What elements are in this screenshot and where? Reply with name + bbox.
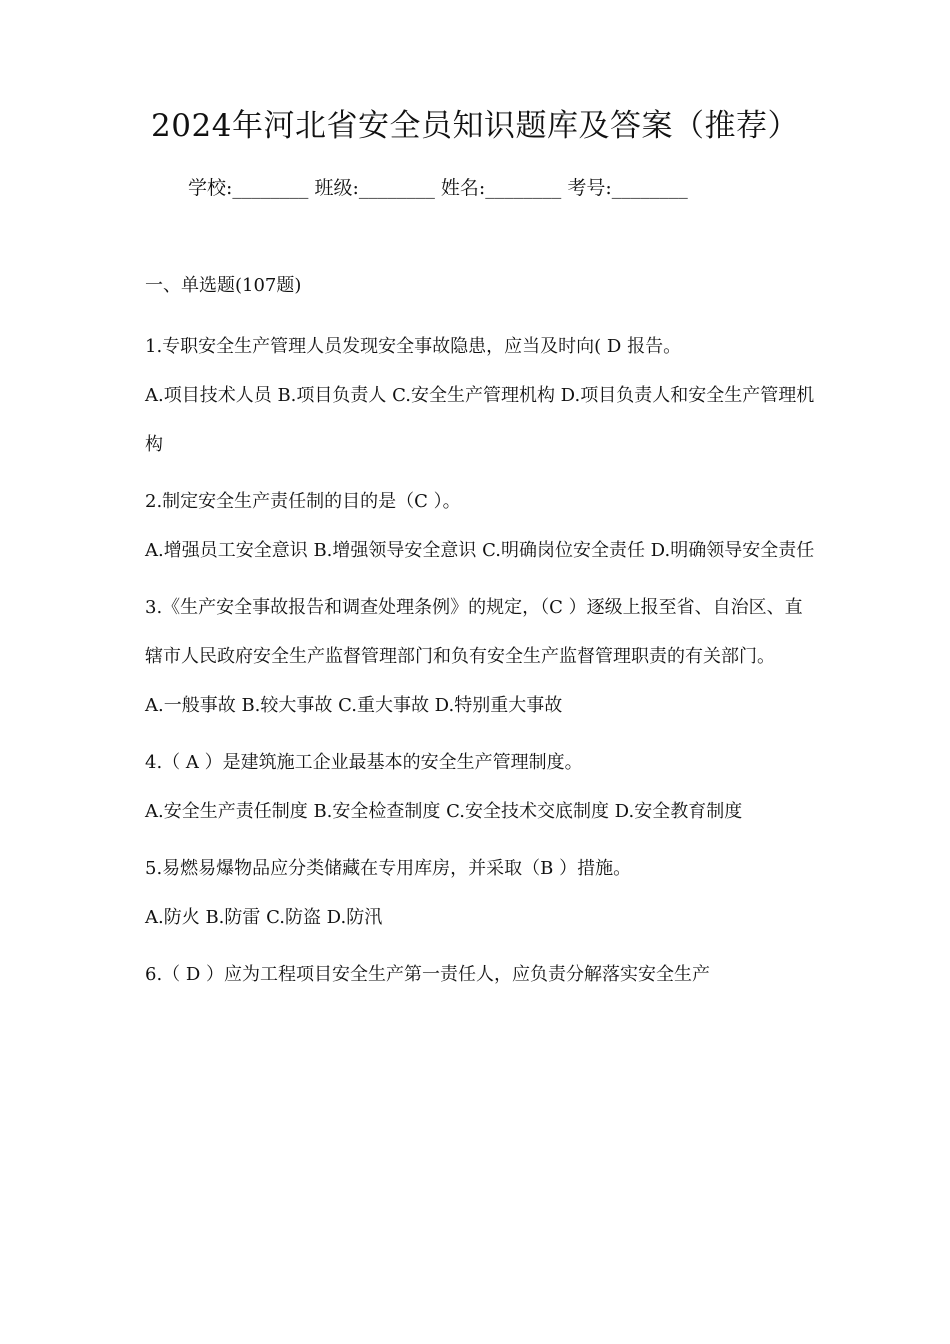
question-item: [145, 477, 817, 575]
document-title: 2024年河北省安全员知识题库及答案（推荐）: [151, 108, 799, 144]
question-item: [145, 322, 817, 469]
question-list: [145, 322, 817, 1007]
question-item: [145, 950, 817, 999]
question-options: A.防火 B.防雷 C.防盗 D.防汛: [145, 907, 383, 928]
question-stem: 5.易燃易爆物品应分类储藏在专用库房，并采取（B ）措施。: [145, 858, 632, 879]
question-stem: 2.制定安全生产责任制的目的是（C ）。: [145, 491, 461, 512]
question-options: A.安全生产责任制度 B.安全检查制度 C.安全技术交底制度 D.安全教育制度: [145, 801, 743, 822]
question-stem: 1.专职安全生产管理人员发现安全事故隐患，应当及时向( D 报告。: [145, 336, 682, 357]
question-item: [145, 583, 817, 730]
info-fields: 学校:________ 班级:________ 姓名:________ 考号:________: [188, 177, 688, 199]
question-options: A.增强员工安全意识 B.增强领导安全意识 C.明确岗位安全责任 D.明确领导安全责任: [145, 540, 815, 561]
question-options: A.项目技术人员 B.项目负责人 C.安全生产管理机构 D.项目负责人和安全生产管理机构: [145, 385, 815, 455]
question-stem: 3.《生产安全事故报告和调查处理条例》的规定，（C ）逐级上报至省、自治区、直辖市人民政府安全生产监督管理部门和负有安全生产监督管理职责的有关部门。: [145, 597, 803, 667]
student-info-line: [188, 174, 688, 202]
question-stem: 4.（ A ）是建筑施工企业最基本的安全生产管理制度。: [145, 752, 583, 773]
question-stem: 6.（ D ）应为工程项目安全生产第一责任人，应负责分解落实安全生产: [145, 964, 711, 985]
section-heading: 一、单选题(107题): [145, 275, 302, 296]
question-options: A.一般事故 B.较大事故 C.重大事故 D.特别重大事故: [145, 695, 563, 716]
question-item: [145, 738, 817, 836]
question-item: [145, 844, 817, 942]
